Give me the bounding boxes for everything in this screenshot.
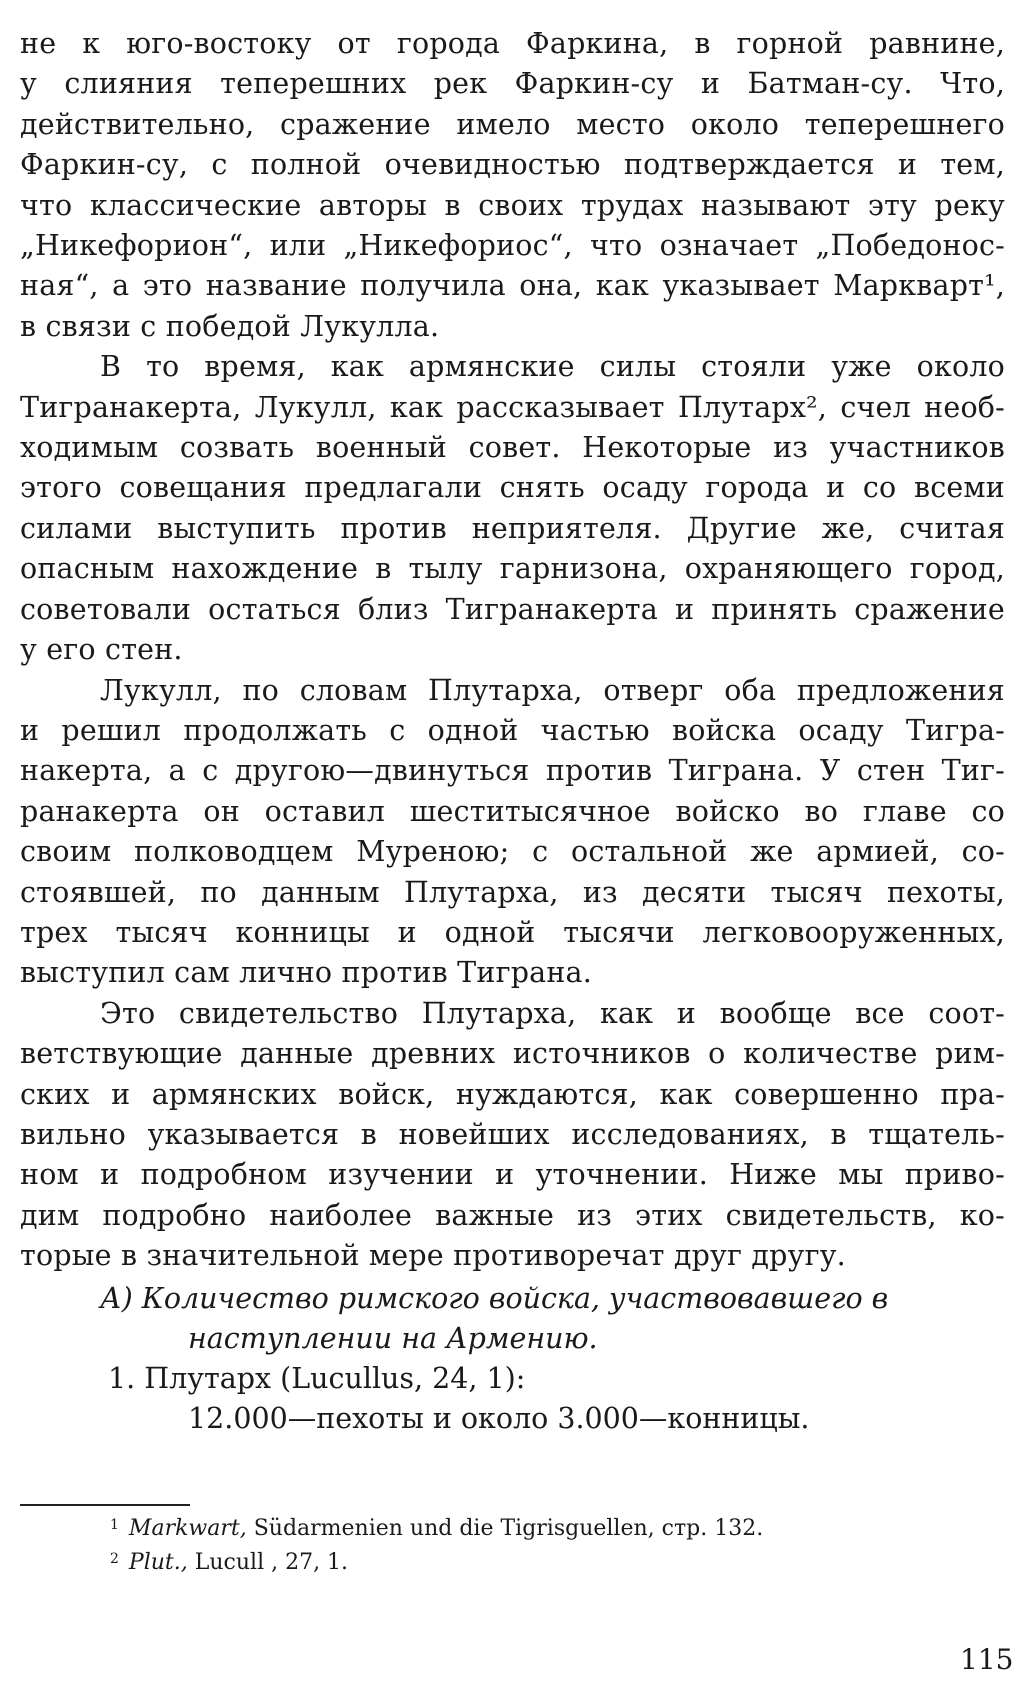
footnote-mark: 1 <box>110 1517 119 1533</box>
text-line: этого совещания предлагали снять осаду города и со всеми <box>20 471 1005 505</box>
text-line: стоявшей, по данным Плутарха, из десяти тысяч пехоты, <box>20 875 1005 909</box>
text-line: в связи с победой Лукулла. <box>20 309 440 343</box>
footnote-1 <box>110 1510 763 1544</box>
text-line: у слияния теперешних рек Фаркин-су и Батман-су. Что, <box>20 67 1005 101</box>
footnote-divider <box>20 1504 190 1506</box>
text-line: трех тысяч конницы и одной тысячи легковооруженных, <box>20 915 1005 949</box>
list-item-value: 12.000—пехоты и около 3.000—конницы. <box>188 1401 810 1435</box>
text-line: ходимым созвать военный совет. Некоторые из участников <box>20 431 1005 465</box>
text-line: выступил сам лично против Тиграна. <box>20 956 592 990</box>
footnote-author: Plut., <box>128 1550 188 1575</box>
footnote-text: Lucull , 27, 1. <box>187 1550 349 1575</box>
text-line: ном и подробном изучении и уточнении. Ниже мы приво- <box>20 1158 1005 1192</box>
text-line: ветствующие данные древних источников о количестве рим- <box>20 1037 1005 1071</box>
footnote-mark: 2 <box>110 1551 119 1567</box>
text-line: своим полководцем Муреною; с остальной же армией, со- <box>20 835 1005 869</box>
text-line: вильно указывается в новейших исследованиях, в тщатель- <box>20 1117 1005 1151</box>
text-line: накерта, а с другою—двинуться против Тиграна. У стен Тиг- <box>20 754 1005 788</box>
text-line: Лукулл, по словам Плутарха, отверг оба предложения <box>100 673 1005 707</box>
list-item-source: 1. Плутарх (Lucullus, 24, 1): <box>108 1361 526 1395</box>
text-line: силами выступить против неприятеля. Другие же, считая <box>20 511 1005 545</box>
text-line: ских и армянских войск, нуждаются, как совершенно пра- <box>20 1077 1005 1111</box>
paragraph-3 <box>20 671 1005 994</box>
section-heading-continued: наступлении на Армению. <box>188 1321 598 1355</box>
paragraph-2 <box>20 347 1005 670</box>
text-line: опасным нахождение в тылу гарнизона, охраняющего город, <box>20 552 1005 586</box>
footnote-text: Südarmenien und die Tigrisguellen, стр. 132. <box>246 1516 764 1541</box>
paragraph-4 <box>20 994 1005 1277</box>
page-body <box>20 24 1005 1439</box>
text-line: торые в значительной мере противоречат друг другу. <box>20 1239 846 1273</box>
footnote-2 <box>110 1544 348 1578</box>
footnote-author: Markwart, <box>128 1516 247 1541</box>
text-line: В то время, как армянские силы стояли уже около <box>100 350 1005 384</box>
paragraph-1 <box>20 24 1005 347</box>
text-line: Это свидетельство Плутарха, как и вообще все соот- <box>100 996 1005 1030</box>
text-line: у его стен. <box>20 633 183 667</box>
text-line: не к юго-востоку от города Фаркина, в горной равнине, <box>20 27 1005 60</box>
text-line: ная“, а это название получила она, как указывает Маркварт¹, <box>20 269 1005 303</box>
text-line: Фаркин-су, с полной очевидностью подтверждается и тем, <box>20 148 1005 182</box>
text-line: дим подробно наиболее важные из этих свидетельств, ко- <box>20 1198 1005 1232</box>
text-line: „Никефорион“, или „Никефориос“, что означает „Победонос- <box>20 229 1005 263</box>
text-line: советовали остаться близ Тигранакерта и принять сражение <box>20 592 1005 626</box>
text-line: и решил продолжать с одной частью войска осаду Тигра- <box>20 713 1005 747</box>
text-line: ранакерта он оставил шеститысячное войско во главе со <box>20 794 1005 828</box>
page-number: 115 <box>960 1643 1014 1676</box>
section-heading: А) Количество римского войска, участвовавшего в <box>100 1281 889 1315</box>
text-line: что классические авторы в своих трудах называют эту реку <box>20 188 1005 222</box>
text-line: действительно, сражение имело место около теперешнего <box>20 107 1005 141</box>
text-line: Тигранакерта, Лукулл, как рассказывает Плутарх², счел необ- <box>20 390 1005 424</box>
